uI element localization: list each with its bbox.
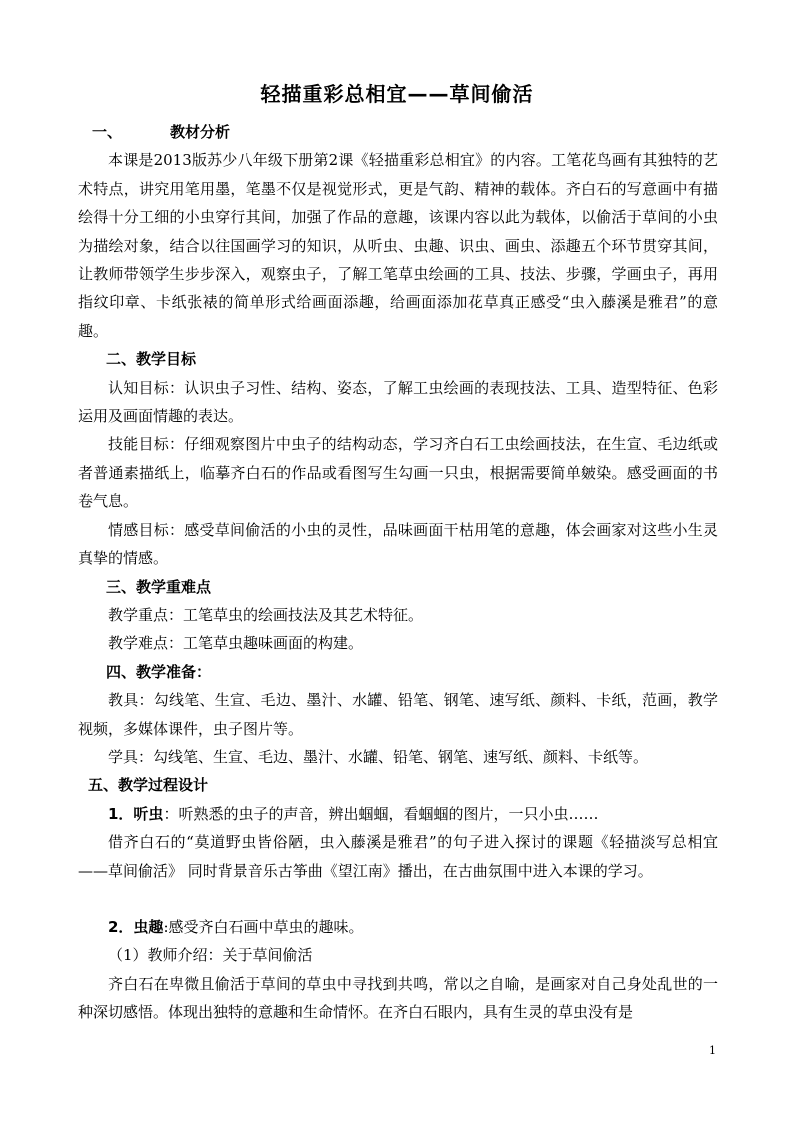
step-label: 1．听虫	[108, 804, 164, 823]
paragraph: 情感目标：感受草间偷活的小虫的灵性，品味画面干枯用笔的意趣，体会画家对这些小生灵真挚的情感。	[78, 520, 718, 568]
document-body	[78, 118, 718, 1027]
step-text: ：听熟悉的虫子的声音，辨出蝈蝈，看蝈蝈的图片，一只小虫……	[163, 804, 599, 823]
paragraph: 齐白石在卑微且偷活于草间的草虫中寻找到共鸣，常以之自喻，是画家对自己身处乱世的一种深切感悟。体现出独特的意趣和生命情怀。在齐白石眼内，具有生灵的草虫没有是	[78, 974, 718, 1022]
paragraph: 技能目标：仔细观察图片中虫子的结构动态，学习齐白石工虫绘画技法，在生宣、毛边纸或者普通素描纸上，临摹齐白石的作品或看图写生勾画一只虫，根据需要简单皴染。感受画面的书卷气息。	[78, 435, 718, 511]
page-number: 1	[709, 1044, 716, 1057]
paragraph: 本课是2013版苏少八年级下册第2课《轻描重彩总相宜》的内容。工笔花鸟画有其独特的艺术特点，讲究用笔用墨，笔墨不仅是视觉形式，更是气韵、精神的载体。齐白石的写意画中有描绘得十分工细的小虫穿行其间，加强了作品的意趣，该课内容以此为载体，以偷活于草间的小虫为描绘对象，结合以往国画学习的知识，从听虫、虫趣、识虫、画虫、添趣五个环节贯穿其间，让教师带领学生步步深入，观察虫子，了解工笔草虫绘画的工具、技法、步骤，学画虫子，再用指纹印章、卡纸张裱的简单形式给画面添趣，给画面添加花草真正感受“虫入藤溪是雅君”的意趣。	[78, 151, 718, 340]
step-paragraph	[78, 800, 718, 828]
section-heading-1	[78, 118, 718, 146]
section-heading-2: 二、教学目标	[106, 350, 197, 369]
paragraph: 教具：勾线笔、生宣、毛边、墨汁、水罐、铅笔、钢笔、速写纸、颜料、卡纸，范画，教学视频，多媒体课件，虫子图片等。	[78, 691, 718, 738]
section-heading-5: 五、教学过程设计	[88, 776, 209, 795]
step-text: :感受齐白石画中草虫的趣味。	[163, 917, 364, 936]
paragraph: 教学重点：工笔草虫的绘画技法及其艺术特征。	[108, 605, 424, 624]
paragraph: 学具：勾线笔、生宣、毛边、墨汁、水罐、铅笔、钢笔、速写纸、颜料、卡纸等。	[108, 747, 649, 766]
paragraph: 借齐白石的“莫道野虫皆俗陋，虫入藤溪是雅君”的句子进入探讨的课题《轻描淡写总相宜——草间偷活》 同时背景音乐古筝曲《望江南》播出，在古曲氛围中进入本课的学习。	[78, 833, 718, 880]
paragraph: 教学难点：工笔草虫趣味画面的构建。	[108, 634, 364, 653]
step-paragraph	[78, 913, 718, 941]
document-title: 轻描重彩总相宜——草间偷活	[260, 82, 534, 106]
section-number: 一、	[92, 123, 123, 141]
paragraph: 认知目标：认识虫子习性、结构、姿态，了解工虫绘画的表现技法、工具、造型特征、色彩运用及画面情趣的表达。	[78, 378, 718, 426]
section-heading-3: 三、教学重难点	[106, 577, 212, 596]
spacer	[78, 885, 718, 913]
section-heading-4: 四、教学准备：	[106, 662, 212, 681]
sub-heading: （1）教师介绍：关于草间偷活	[108, 946, 313, 965]
step-label: 2．虫趣	[108, 917, 164, 936]
section-title: 教材分析	[170, 123, 231, 141]
